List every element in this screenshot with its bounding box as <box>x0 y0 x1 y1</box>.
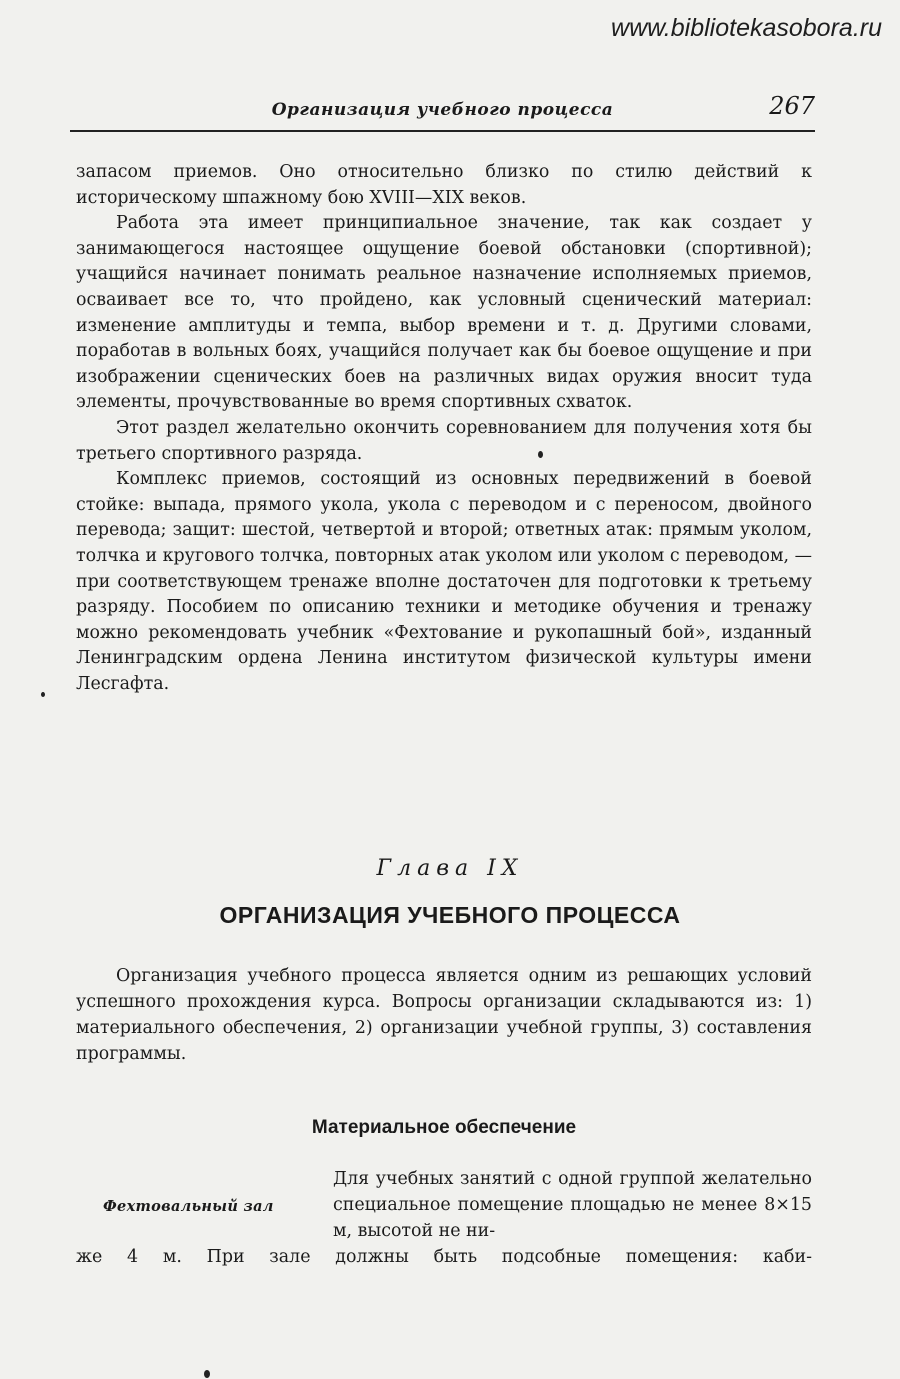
running-header <box>70 94 815 132</box>
body-text <box>76 160 812 697</box>
site-watermark: www.bibliotekasobora.ru <box>611 14 882 42</box>
section-title: Материальное обеспечение <box>311 1117 577 1138</box>
chapter-intro-paragraph: Организация учебного процесса является одним из решающих условий успешного прохождения курса. Вопросы организации складываются из: 1) материального обеспечения, 2) организации учебной группы, 3) составления программы. <box>76 966 812 1064</box>
section-paragraph: Для учебных занятий с одной группой желательно специальное помещение площадью не менее 8×15 м, высотой не ни- <box>333 1169 812 1241</box>
paragraph-1: запасом приемов. Оно относительно близко по стилю действий к историческому шпажному бою XVIII—XIX веков. <box>76 162 812 208</box>
chapter-label: Глава IX <box>376 856 524 881</box>
print-speck <box>41 692 45 697</box>
paragraph-4: Комплекс приемов, состоящий из основных передвижений в боевой стойке: выпада, прямого укола, укола с переводом и с переносом, двойного перевода; защит: шестой, четвертой и второй; ответных атак: прямым уколом, толчка и кругового толчка, повторных атак уколом или уколом с переводом, — при соответствующем тренаже вполне достаточен для подготовки к третьему разряду. Пособием по описанию техники и методике обучения и тренажу можно рекомендовать учебник «Фехтование и рукопашный бой», изданный Ленинградским ордена Ленина институтом физической культуры имени Лесгафта. <box>76 469 812 694</box>
chapter-intro <box>76 963 812 1067</box>
paragraph-3: Этот раздел желательно окончить соревнованием для получения хотя бы третьего спортивного разряда. <box>76 417 812 464</box>
chapter-title: ОРГАНИЗАЦИЯ УЧЕБНОГО ПРОЦЕССА <box>219 902 681 928</box>
margin-note: Фехтовальный зал <box>103 1198 274 1215</box>
print-speck <box>204 1370 210 1378</box>
running-title: Организация учебного процесса <box>271 100 614 120</box>
page-number: 267 <box>769 92 815 120</box>
section-text <box>333 1166 812 1244</box>
paragraph-2: Работа эта имеет принципиальное значение, так как создает у занимающегося настоящее ощущение боевой обстановки (спортивной); учащийся начинает понимать реальное назначение исполняемых приемов, осваивает все то, что пройдено, как условный сценический материал: изменение амплитуды и темпа, выбор времени и т. д. Другими словами, поработав в вольных боях, учащийся получает как бы боевое ощущение и при изображении сценических боев на различных видах оружия вносит туда элементы, прочувствованные во время спортивных схваток. <box>76 213 812 413</box>
section-continuation: же 4 м. При зале должны быть подсобные помещения: каби- <box>76 1247 812 1267</box>
print-speck <box>538 451 543 458</box>
